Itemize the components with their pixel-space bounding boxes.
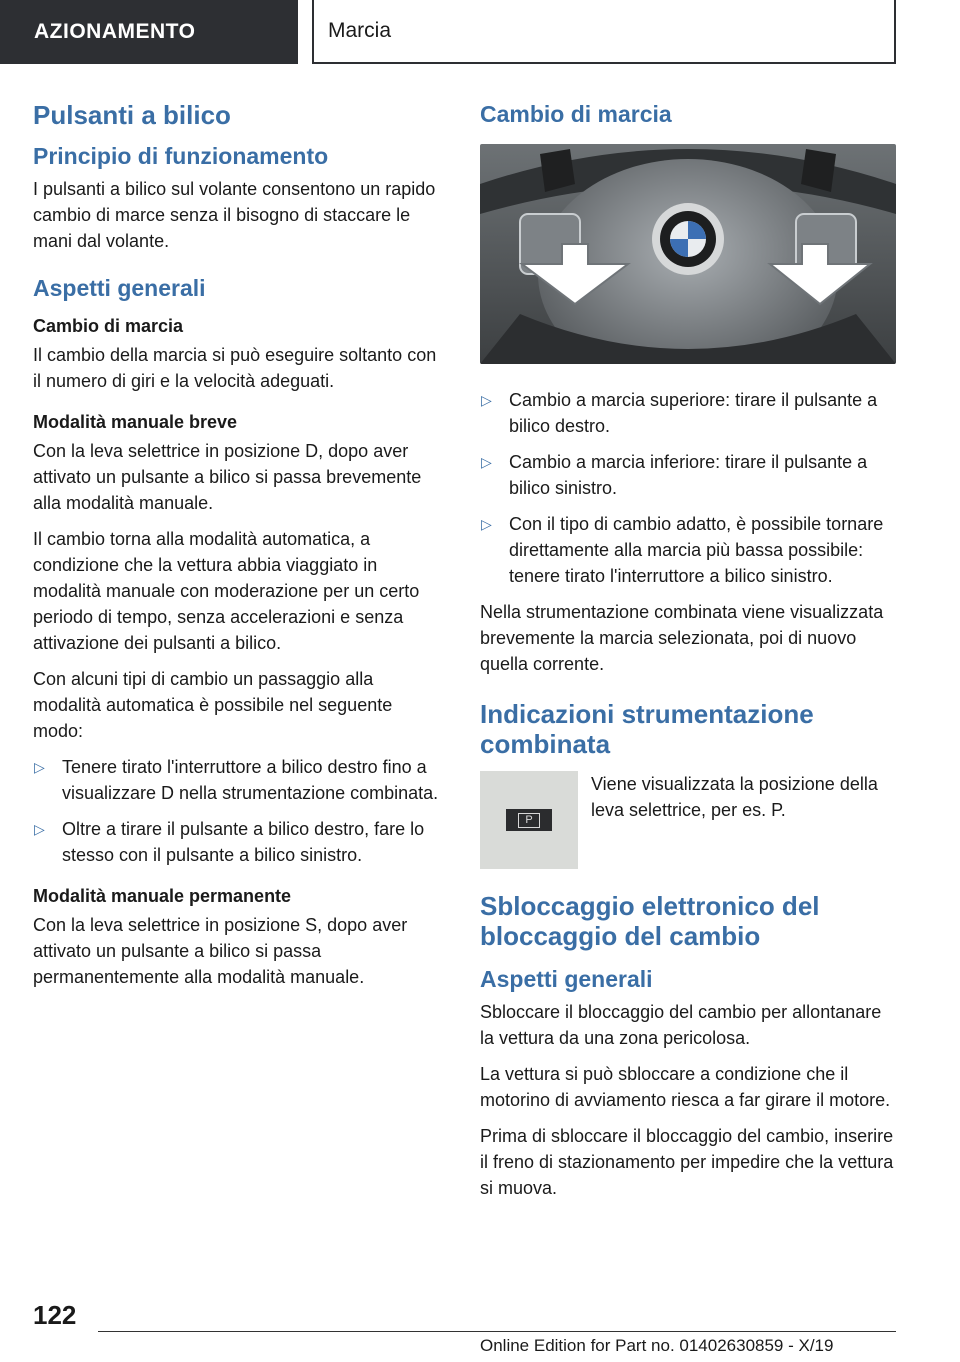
list-item: ▷ Tenere tirato l'interruttore a bilico destro fino a visualizzare D nella strumentazione combinata.: [33, 754, 445, 806]
triangle-bullet-icon: ▷: [481, 516, 492, 532]
unlock-paragraph: Prima di sbloccare il bloccaggio del cambio, inserire il freno di stazionamento per impedire che la vettura si muova.: [480, 1126, 894, 1198]
general-heading: Aspetti generali: [33, 275, 206, 301]
triangle-bullet-icon: ▷: [481, 454, 492, 470]
gear-label: P: [518, 813, 539, 828]
edition-text: Online Edition for Part no. 01402630859 - X/19: [480, 1336, 834, 1355]
unlock-heading: Sbloccaggio elettronico del bloccaggio del cambio: [480, 891, 820, 951]
right-column: [480, 100, 896, 1211]
permanent-text: Con la leva selettrice in posizione S, dopo aver attivato un pulsante a bilico si passa permanentemente alla modalità manuale.: [33, 915, 408, 987]
left-column: [33, 100, 445, 1000]
list-item: ▷ Oltre a tirare il pulsante a bilico destro, fare lo stesso con il pulsante a bilico sinistro.: [33, 816, 445, 868]
unlock-paragraph: La vettura si può sbloccare a condizione che il motorino di avviamento riesca a far girare il motore.: [480, 1064, 891, 1110]
display-row: [480, 771, 896, 869]
permanent-heading: Modalità manuale permanente: [33, 886, 292, 906]
unlock-paragraph: Sbloccare il bloccaggio del cambio per allontanare la vettura da una zona pericolosa.: [480, 1002, 882, 1048]
principle-text: I pulsanti a bilico sul volante consentono un rapido cambio di marce senza il bisogno di staccare le mani dal volante.: [33, 179, 436, 251]
triangle-bullet-icon: ▷: [34, 821, 45, 837]
steering-wheel-image: [480, 144, 896, 364]
short-manual-list: [33, 754, 445, 868]
shift-list: [480, 387, 896, 589]
page-title: Pulsanti a bilico: [33, 100, 231, 130]
display-text: Viene visualizzata la posizione della leva selettrice, per es. P.: [591, 774, 878, 820]
short-manual-paragraph: Con alcuni tipi di cambio un passaggio alla modalità automatica è possibile nel seguente modo:: [33, 669, 393, 741]
chapter-title: Marcia: [328, 19, 392, 42]
list-item: ▷ Cambio a marcia inferiore: tirare il pulsante a bilico sinistro.: [480, 449, 896, 501]
triangle-bullet-icon: ▷: [34, 759, 45, 775]
shift-heading: Cambio di marcia: [480, 101, 672, 127]
display-heading: Indicazioni strumentazione combinata: [480, 699, 814, 759]
principle-heading: Principio di funzionamento: [33, 143, 329, 169]
shift-text: Il cambio della marcia si può eseguire soltanto con il numero di giri e la velocità adeguati.: [33, 345, 437, 391]
unlock-subheading: Aspetti generali: [480, 966, 653, 992]
short-manual-heading: Modalità manuale breve: [33, 412, 238, 432]
page-number: 122: [33, 1300, 77, 1330]
shift-subheading: Cambio di marcia: [33, 316, 184, 336]
chapter-tab: [312, 0, 896, 64]
short-manual-paragraph: Il cambio torna alla modalità automatica, a condizione che la vettura abbia viaggiato in modalità manuale con moderazione per un certo periodo di tempo, senza accelerazioni e senza attivazione dei pulsanti a bilico.: [33, 529, 420, 653]
footer-divider: [98, 1331, 896, 1332]
section-title: AZIONAMENTO: [34, 20, 196, 43]
shift-after-text: Nella strumentazione combinata viene visualizzata brevemente la marcia selezionata, poi di nuovo quella corrente.: [480, 602, 884, 674]
list-item: ▷ Cambio a marcia superiore: tirare il pulsante a bilico destro.: [480, 387, 896, 439]
triangle-bullet-icon: ▷: [481, 392, 492, 408]
list-item: ▷ Con il tipo di cambio adatto, è possibile tornare direttamente alla marcia più bassa possibile: tenere tirato l'interruttore a bilico sinistro.: [480, 511, 896, 589]
gear-display-icon: [480, 771, 578, 869]
section-tab: [0, 0, 298, 64]
short-manual-paragraph: Con la leva selettrice in posizione D, dopo aver attivato un pulsante a bilico si passa brevemente alla modalità manuale.: [33, 441, 422, 513]
